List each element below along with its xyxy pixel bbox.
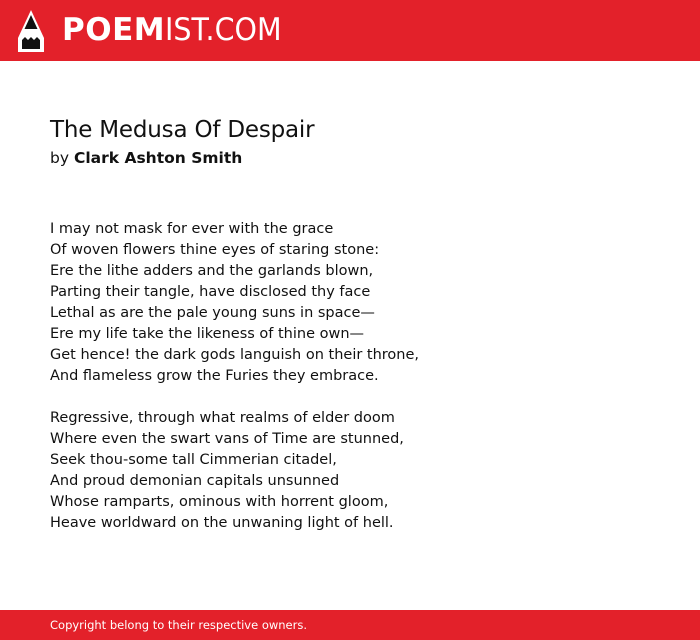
brand-light-text: IST.COM [165, 12, 282, 48]
poem-line: Ere the lithe adders and the garlands blown, [50, 263, 374, 279]
poem-line: Whose ramparts, ominous with horrent gloom, [50, 494, 389, 510]
site-footer [0, 610, 700, 640]
poem-line: Get hence! the dark gods languish on their throne, [50, 347, 420, 363]
poem-line: I may not mask for ever with the grace [50, 221, 334, 237]
site-logo-text[interactable] [62, 12, 292, 48]
poem-line: Lethal as are the pale young suns in space— [50, 305, 375, 321]
poem-stanza [50, 219, 650, 387]
poem-author: Clark Ashton Smith [73, 149, 243, 167]
poem-line: Ere my life take the likeness of thine own— [50, 326, 365, 342]
poem-line: Parting their tangle, have disclosed thy face [50, 284, 371, 300]
copyright-notice: Copyright belong to their respective owners. [50, 618, 308, 632]
poem-line: Seek thou-some tall Cimmerian citadel, [50, 452, 337, 468]
pencil-tip-icon[interactable] [18, 10, 44, 52]
poem-line: Regressive, through what realms of elder doom [50, 410, 395, 426]
poem-line: And proud demonian capitals unsunned [50, 473, 340, 489]
poem-stanza [50, 408, 650, 534]
poem-line: And flameless grow the Furies they embrace. [50, 368, 379, 384]
poem-line: Where even the swart vans of Time are stunned, [50, 431, 404, 447]
poem-byline [50, 149, 242, 167]
poem-line: Heave worldward on the unwaning light of hell. [50, 515, 394, 531]
brand-bold-text: POEM [62, 12, 166, 48]
byline-prefix: by [50, 149, 70, 167]
poem-body [50, 219, 650, 555]
poem-title: The Medusa Of Despair [50, 117, 315, 143]
poem-line: Of woven flowers thine eyes of staring stone: [50, 242, 380, 258]
site-header [0, 0, 700, 61]
